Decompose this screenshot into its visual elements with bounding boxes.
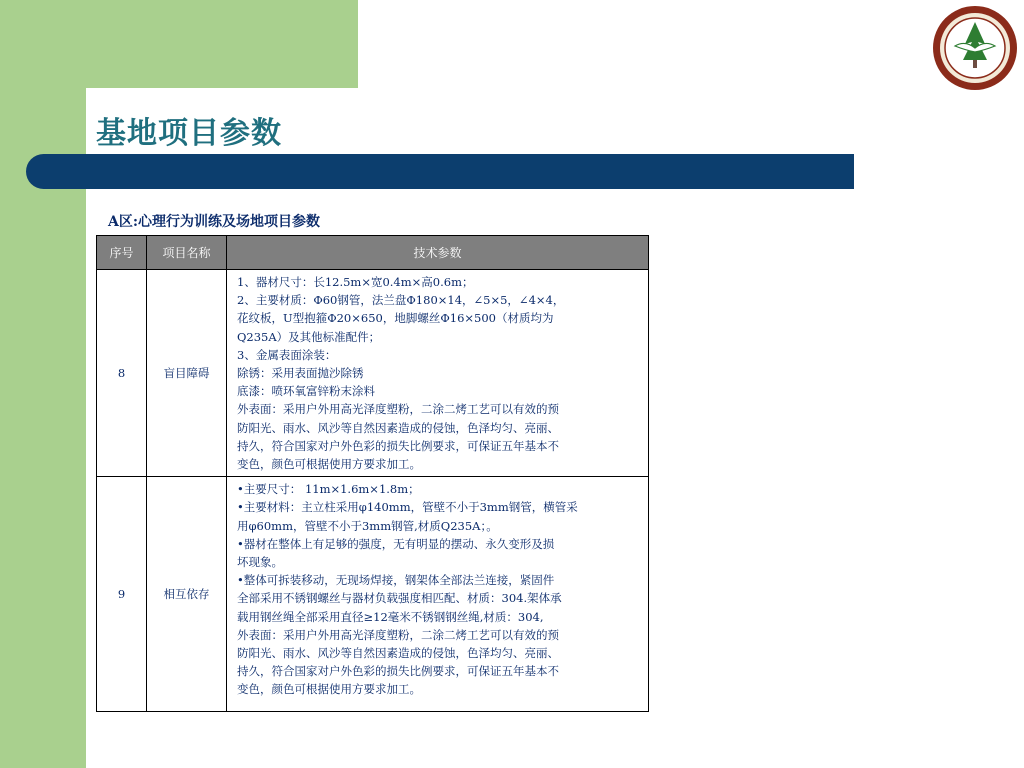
table-row bbox=[97, 477, 649, 712]
param-line: 用φ60mm，管壁不小于3mm钢管,材质Q235A；。 bbox=[237, 518, 498, 533]
row-item-name: 盲目障碍 bbox=[147, 270, 227, 477]
param-line: 载用钢丝绳全部采用直径≥12毫米不锈钢钢丝绳,材质：304, bbox=[237, 609, 544, 624]
param-line: 变色，颜色可根据使用方要求加工。 bbox=[237, 457, 421, 472]
title-underline-band bbox=[26, 154, 854, 189]
header-item-name: 项目名称 bbox=[147, 236, 227, 270]
parameters-table bbox=[96, 235, 649, 712]
top-green-block bbox=[0, 0, 358, 88]
param-line: 除锈：采用表面抛沙除锈 bbox=[237, 366, 364, 381]
left-green-bar bbox=[0, 0, 86, 768]
param-line: 外表面：采用户外用高光泽度塑粉，二涂二烤工艺可以有效的预 bbox=[237, 627, 559, 642]
param-line: 外表面：采用户外用高光泽度塑粉，二涂二烤工艺可以有效的预 bbox=[237, 402, 559, 417]
param-line: 防阳光、雨水、风沙等自然因素造成的侵蚀，色泽均匀、亮丽、 bbox=[237, 646, 559, 661]
row-params bbox=[227, 477, 649, 712]
param-line: 持久，符合国家对户外色彩的损失比例要求，可保证五年基本不 bbox=[237, 438, 559, 453]
param-line: 2、主要材质：Φ60钢管，法兰盘Φ180×14，∠5×5，∠4×4， bbox=[237, 293, 565, 308]
table-subtitle: A区:心理行为训练及场地项目参数 bbox=[108, 214, 321, 230]
row-item-name: 相互依存 bbox=[147, 477, 227, 712]
param-line: 坏现象。 bbox=[237, 555, 283, 570]
row-number: 8 bbox=[97, 270, 147, 477]
university-seal-icon bbox=[931, 4, 1019, 92]
param-line: Q235A）及其他标准配件； bbox=[237, 329, 381, 344]
param-line: •器材在整体上有足够的强度，无有明显的摆动、永久变形及损 bbox=[237, 536, 555, 551]
param-line: •主要材料：主立柱采用φ140mm，管壁不小于3mm钢管，横管采 bbox=[237, 500, 578, 515]
param-line: •整体可拆装移动，无现场焊接，钢架体全部法兰连接，紧固件 bbox=[237, 573, 555, 588]
param-line: •主要尺寸： 11m×1.6m×1.8m； bbox=[237, 482, 420, 497]
param-line: 全部采用不锈钢螺丝与器材负载强度相匹配、材质：304.架体承 bbox=[237, 591, 562, 606]
header-technical-params: 技术参数 bbox=[227, 236, 649, 270]
slide-title: 基地项目参数 bbox=[96, 116, 282, 151]
param-line: 花纹板，U型抱箍Φ20×650，地脚螺丝Φ16×500（材质均为 bbox=[237, 311, 554, 326]
header-number: 序号 bbox=[97, 236, 147, 270]
table-row bbox=[97, 270, 649, 477]
param-line: 变色，颜色可根据使用方要求加工。 bbox=[237, 682, 421, 697]
param-line: 1、器材尺寸：长12.5m×宽0.4m×高0.6m； bbox=[237, 275, 474, 289]
param-line: 底漆：喷环氧富锌粉末涂料 bbox=[237, 384, 375, 399]
param-line: 持久，符合国家对户外色彩的损失比例要求，可保证五年基本不 bbox=[237, 664, 559, 679]
row-params bbox=[227, 270, 649, 477]
param-line: 3、金属表面涂装： bbox=[237, 347, 337, 362]
row-number: 9 bbox=[97, 477, 147, 712]
param-line: 防阳光、雨水、风沙等自然因素造成的侵蚀，色泽均匀、亮丽、 bbox=[237, 420, 559, 435]
table-header-row bbox=[97, 236, 649, 270]
